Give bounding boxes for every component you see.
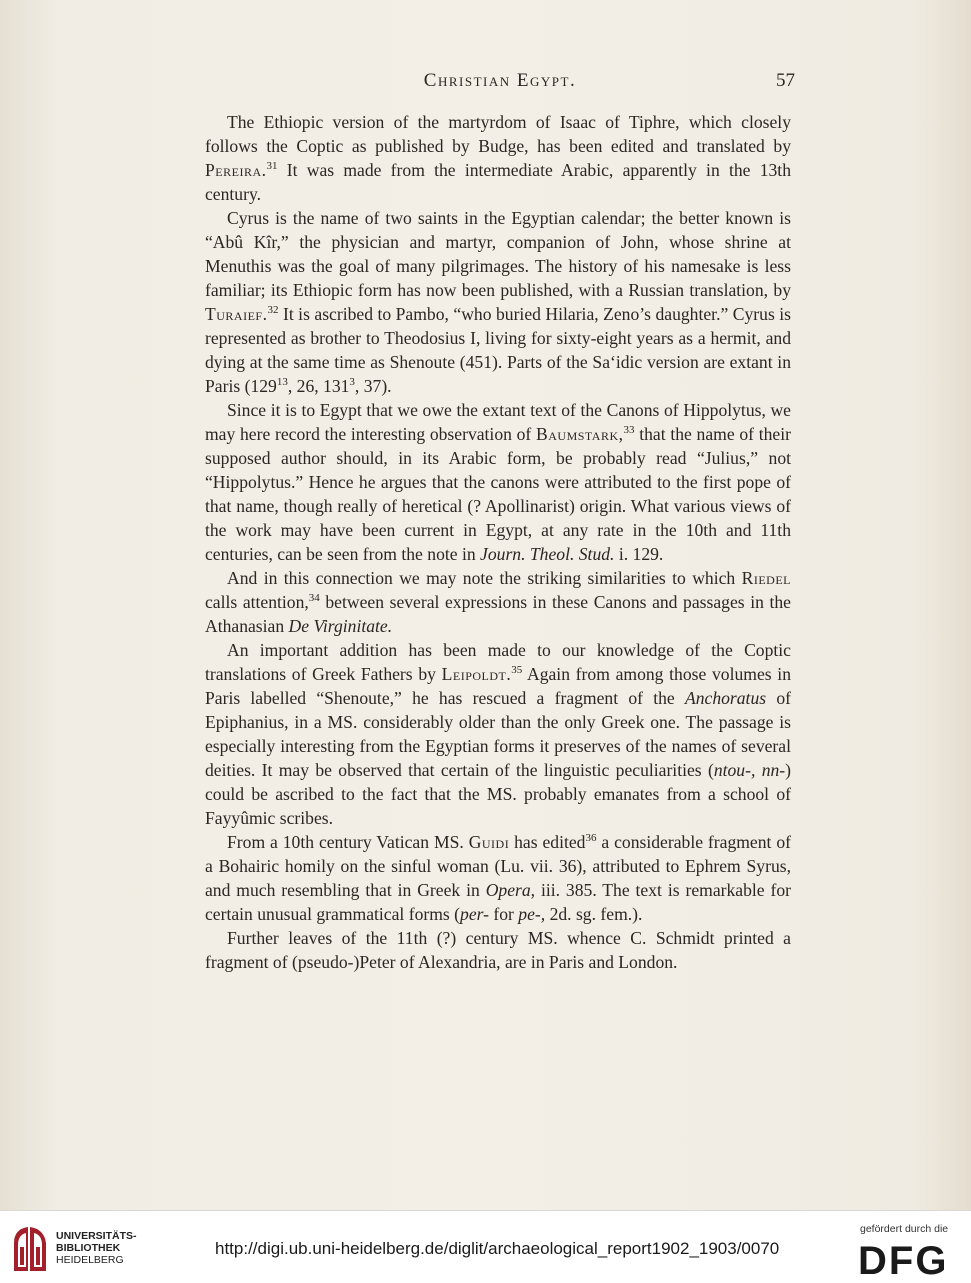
superscript: 3 bbox=[349, 376, 355, 388]
text-span: ) could be ascribed to the fact that the MS. probably emanates from a school of Fayyûmic scribes. bbox=[205, 760, 792, 828]
viewer-footer bbox=[0, 1210, 971, 1283]
paragraph-6 bbox=[205, 830, 791, 926]
library-name bbox=[56, 1230, 137, 1266]
permalink-url[interactable]: http://digi.ub.uni-heidelberg.de/diglit/archaeological_report1902_1903/0070 bbox=[215, 1239, 780, 1258]
body-text bbox=[205, 110, 791, 974]
text-span: i. 129. bbox=[614, 544, 664, 564]
text-span: An important addition has been made to our knowledge of the Coptic translations of Greek Fathers by bbox=[205, 640, 791, 684]
footnote-ref: 34 bbox=[308, 592, 320, 604]
running-head bbox=[205, 70, 795, 98]
text-span: 2d. sg. fem.). bbox=[545, 904, 643, 924]
text-span: It was made from the intermediate Arabic, apparently in the 13th century. bbox=[205, 160, 791, 204]
dfg-logo: DFG bbox=[858, 1239, 949, 1283]
author-name: Riedel bbox=[741, 568, 791, 588]
university-library-logo-icon bbox=[8, 1223, 52, 1275]
text-span: iii. 385. The text is remarkable for certain unusual grammatical forms ( bbox=[205, 880, 791, 924]
footnote-ref: 32 bbox=[267, 304, 279, 316]
paragraph-3 bbox=[205, 398, 791, 566]
text-span: of Epiphanius, in a MS. considerably older than the only Greek one. The passage is especially interesting from the Egyptian forms it preserves of the names of several deities. It may be observed that certain of the linguistic peculiarities ( bbox=[205, 688, 791, 780]
work-title: Opera, bbox=[485, 880, 536, 900]
text-span: Again from among those volumes in Paris labelled “Shenoute,” he has rescued a fragment of the bbox=[205, 664, 791, 708]
library-name-line: HEIDELBERG bbox=[56, 1254, 124, 1266]
text-span: Cyrus is the name of two saints in the Egyptian calendar; the better known is “Abû Kîr,” the physician and martyr, companion of John, whose shrine at Menuthis was the goal of many pilgrimages. The history of his namesake is less familiar; its Ethiopic form has now been published, with a Russian translation, by bbox=[205, 208, 791, 300]
work-title: Anchoratus bbox=[684, 688, 767, 708]
text-span: And in this connection we may note the striking similarities to which bbox=[227, 568, 742, 588]
text-span: a considerable fragment of a Bohairic homily on the sinful woman (Lu. vii. 36), attributed to Ephrem Syrus, and much resembling that in Greek in bbox=[205, 832, 791, 900]
author-name: Turaief. bbox=[205, 304, 268, 324]
text-span: between several expressions in these Canons and passages in the Athanasian bbox=[205, 592, 791, 636]
text-span: , 37). bbox=[354, 376, 392, 396]
author-name: Baumstark, bbox=[536, 424, 624, 444]
text-span: From a 10th century Vatican MS. bbox=[227, 832, 469, 852]
paragraph-7 bbox=[205, 926, 791, 974]
text-span: for bbox=[488, 904, 519, 924]
superscript: 13 bbox=[276, 376, 288, 388]
text-span: has edited bbox=[509, 832, 586, 852]
text-span: Since it is to Egypt that we owe the extant text of the Canons of Hippolytus, we may here record the interesting observation of bbox=[205, 400, 791, 444]
author-name: Guidi bbox=[468, 832, 510, 852]
work-title: De Virginitate. bbox=[288, 616, 393, 636]
journal-title: Journ. Theol. Stud. bbox=[480, 544, 615, 564]
text-span: It is ascribed to Pambo, “who buried Hilaria, Zeno’s daughter.” Cyrus is represented as brother to Theodosius I, living for sixty-eight years as a hermit, and dying at the same time as Shenoute (451). Parts of the Sa‘idic version are extant in Paris (129 bbox=[205, 304, 791, 396]
paragraph-5 bbox=[205, 638, 791, 830]
footnote-ref: 35 bbox=[511, 664, 523, 676]
author-name: Leipoldt. bbox=[441, 664, 512, 684]
page-number: 57 bbox=[776, 70, 795, 91]
footnote-ref: 33 bbox=[623, 424, 635, 436]
paragraph-4 bbox=[205, 566, 791, 638]
author-name: Pereira. bbox=[205, 160, 267, 180]
coptic-form: pe-, bbox=[518, 904, 546, 924]
paragraph-2 bbox=[205, 206, 791, 398]
running-head-title: Christian Egypt. bbox=[423, 70, 577, 91]
text-span: calls attention, bbox=[205, 592, 309, 612]
footnote-ref: 36 bbox=[585, 832, 597, 844]
coptic-forms: ntou-, nn- bbox=[713, 760, 786, 780]
funding-note: gefördert durch die bbox=[860, 1223, 949, 1235]
text-span: Further leaves of the 11th (?) century MS. whence C. Schmidt printed a fragment of (pseudo-)Peter of Alexandria, are in Paris and London. bbox=[205, 928, 791, 972]
text-span: The Ethiopic version of the martyrdom of Isaac of Tiphre, which closely follows the Coptic as published by Budge, has been edited and translated by bbox=[205, 112, 791, 156]
text-span: , 26, 131 bbox=[287, 376, 350, 396]
library-name-line: UNIVERSITÄTS- bbox=[56, 1230, 137, 1242]
footnote-ref: 31 bbox=[266, 160, 278, 172]
text-span: that the name of their supposed author should, in its Arabic form, be probably read “Julius,” not “Hippolytus.” Hence he argues that the canons were attributed to the first pope of that name, though really of heretical (? Apollinarist) origin. What various views of the work may have been current in Egypt, at any rate in the 10th and 11th centuries, can be seen from the note in bbox=[205, 424, 791, 564]
coptic-form: per- bbox=[460, 904, 489, 924]
library-name-line: BIBLIOTHEK bbox=[56, 1242, 121, 1254]
paragraph-1 bbox=[205, 110, 791, 206]
